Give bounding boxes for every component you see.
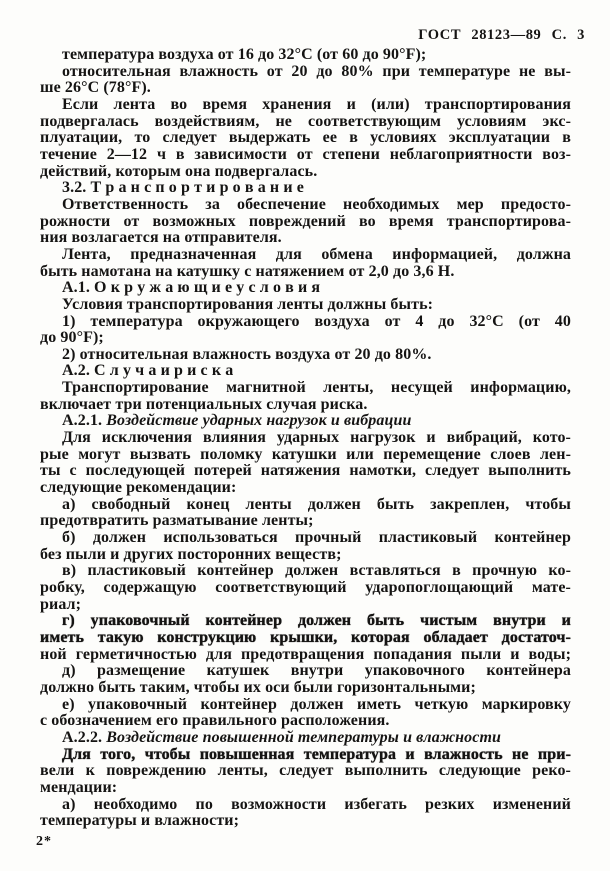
section-heading: А.2. С л у ч а и р и с к а [62,362,234,380]
text-line: робку, содержащую соответствующий ударопоглощающий мате- [40,579,571,596]
text-line: Ответственность за обеспечение необходимых мер предосто- [62,195,571,213]
page-header: ГОСТ 28123—89 С. 3 [418,27,585,43]
text-line: без пыли и других посторонних веществ; [40,545,342,563]
section-number: А.2.1. [62,412,107,430]
text-line: Для того, чтобы повышенная температура и влажность не при- [62,745,571,763]
text-line: температуры и влажности; [40,812,240,830]
text-line: до 90°F); [40,329,104,347]
text-line: г) упаковочный контейнер должен быть чистым внутри и [62,612,571,630]
text-line: предотвратить разматывание ленты; [40,512,314,530]
text-line: ше 26°С (78°F). [40,79,151,97]
text-line: риал; [40,595,82,613]
text-line: должно быть таким, чтобы их оси были горизонтальными; [40,678,476,696]
page-footer: 2* [36,834,52,849]
text-line: ной герметичностью для предотвращения попадания пыли и воды; [40,645,571,663]
text-line: течение 2—12 ч в зависимости от степени неблагоприятности воз- [40,145,571,163]
text-line: Если лента во время хранения и (или) транспортирования [62,95,571,113]
text-line: а) свободный конец ленты должен быть закреплен, чтобы [62,495,571,513]
text-line: с обозначением его правильного расположения. [40,712,390,730]
text-line: в) пластиковый контейнер должен вставляться в прочную ко- [62,562,571,580]
text-line: температура воздуха от 16 до 32°С (от 60 до 90°F); [62,46,427,63]
text-line: действий, которым она подвергалась. [40,162,318,180]
text-line: Транспортирование магнитной ленты, несущей информацию, [62,379,571,397]
section-heading [40,413,571,430]
text-line: а) необходимо по возможности избегать резких изменений [62,795,571,813]
text-line: д) размещение катушек внутри упаковочного контейнера [62,662,571,680]
text-line: следующие рекомендации: [40,479,237,497]
text-line: Для исключения влияния ударных нагрузок и вибраций, кото- [62,429,571,447]
section-heading-italic: Воздействие ударных нагрузок и вибрации [106,412,412,430]
section-heading: А.1. О к р у ж а ю щ и е у с л о в и я [62,279,321,297]
text-line: быть намотана на катушку с натяжением от 2,0 до 3,6 Н. [40,262,455,280]
text-line: рые могут вызвать поломку катушки или перемещение слоев лен- [40,445,571,463]
text-line: 2) относительная влажность воздуха от 20 до 80%. [62,345,432,363]
section-heading: 3.2. Т р а н с п о р т и р о в а н и е [62,179,304,197]
text-line: ния возлагается на отправителя. [40,229,282,247]
text-line: ты с последующей потерей натяжения намотки, следует выполнить [40,462,571,480]
section-number: А.2.2. [62,728,107,746]
text-line: вели к повреждению ленты, следует выполнить следующие реко- [40,762,571,780]
section-heading-italic: Воздействие повышенной температуры и влажности [106,728,501,746]
document-body [40,47,571,830]
text-line: включает три потенциальных случая риска. [40,395,368,413]
text-line: подвергалась воздействиям, не соответствующим условиям экс- [40,112,571,130]
text-line: Лента, предназначенная для обмена информацией, должна [62,245,571,263]
text-line: плуатации, то следует выдержать ее в условиях эксплуатации в [40,129,571,147]
text-line: относительная влажность от 20 до 80% при температуре не вы- [62,62,571,80]
text-line: мендации: [40,778,118,796]
text-line: б) должен использоваться прочный пластиковый контейнер [62,529,571,547]
text-line: 1) температура окружающего воздуха от 4 до 32°С (от 40 [62,312,571,330]
text-line: иметь такую конструкцию крышки, которая обладает достаточ- [40,628,571,646]
text-line: е) упаковочный контейнер должен иметь четкую маркировку [62,695,571,713]
section-heading [40,730,571,747]
text-line: Условия транспортирования ленты должны быть: [62,295,434,313]
text-line: рожности от возможных повреждений во время транспортирова- [40,212,571,230]
